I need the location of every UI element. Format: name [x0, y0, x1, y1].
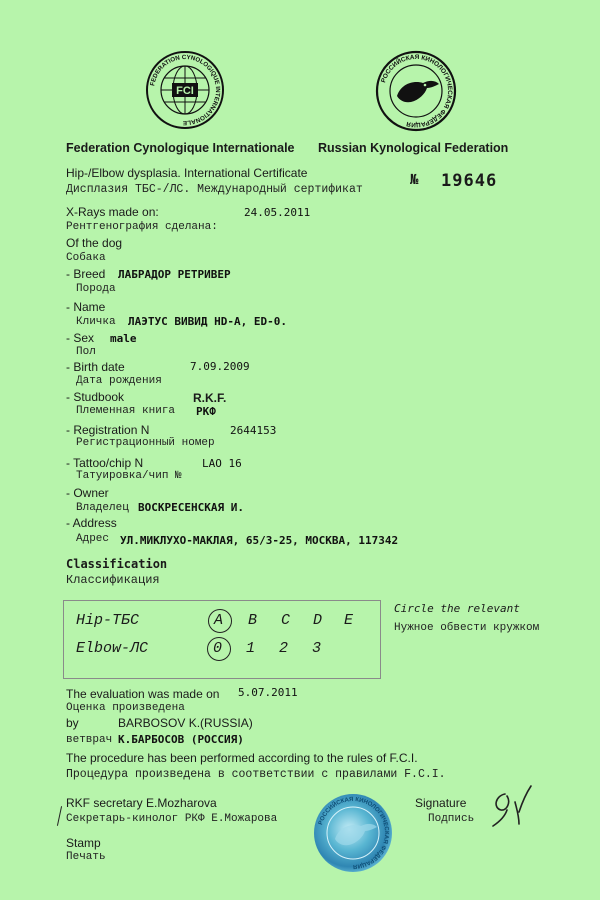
xray-date: 24.05.2011	[244, 206, 311, 219]
certificate-number-label: №	[410, 172, 419, 188]
studbook-value-en: R.K.F.	[193, 391, 227, 405]
hip-grade-e: E	[344, 612, 354, 629]
name-value: ЛАЭТУС ВИВИД HD-A, ED-0.	[128, 315, 287, 328]
tattoo-value: LAO 16	[202, 457, 242, 470]
hip-grade-b: B	[248, 612, 258, 629]
fci-logo	[145, 50, 225, 130]
elbow-grade-0: 0	[213, 640, 223, 657]
evaluation-label-ru: Оценка произведена	[66, 702, 185, 714]
address-label-ru: Адрес	[76, 533, 110, 545]
hip-label: Hip-ТБС	[76, 612, 140, 629]
tattoo-label-en: - Tattoo/chip N	[66, 456, 144, 470]
evaluation-date: 5.07.2011	[238, 686, 298, 699]
circle-note-en: Circle the relevant	[394, 602, 520, 615]
breed-label-en: - Breed	[66, 267, 106, 281]
owner-label-ru: Владелец	[76, 502, 129, 514]
birth-value: 7.09.2009	[190, 360, 250, 373]
hip-grade-c: C	[281, 612, 291, 629]
by-label-ru: ветврач	[66, 734, 113, 746]
owner-label-en: - Owner	[66, 486, 109, 500]
address-value: УЛ.МИКЛУХО-МАКЛАЯ, 65/3-25, МОСКВА, 117342	[120, 534, 399, 547]
hologram-seal	[313, 793, 393, 873]
studbook-value-ru: РКФ	[196, 405, 216, 418]
sex-value: male	[110, 332, 137, 345]
breed-value: ЛАБРАДОР РЕТРИВЕР	[118, 268, 231, 281]
birth-label-en: - Birth date	[66, 360, 125, 374]
by-label-en: by	[66, 716, 79, 730]
sex-label-en: - Sex	[66, 331, 95, 345]
stamp-label-ru: Печать	[66, 851, 106, 863]
registration-label-en: - Registration N	[66, 423, 150, 437]
elbow-grade-1: 1	[246, 640, 256, 657]
stamp-label-en: Stamp	[66, 836, 101, 850]
tattoo-label-ru: Татуировка/чип №	[76, 470, 182, 482]
hip-grade-d: D	[313, 612, 323, 629]
hip-grade-a: A	[214, 612, 224, 629]
certificate-number: 19646	[441, 171, 498, 191]
address-label-en: - Address	[66, 516, 117, 530]
owner-value: ВОСКРЕСЕНСКАЯ И.	[138, 501, 244, 514]
vet-name-en: BARBOSOV K.(RUSSIA)	[118, 716, 253, 730]
xray-label-ru: Рентгенография сделана:	[66, 221, 218, 233]
vet-name-ru: К.БАРБОСОВ (РОССИЯ)	[118, 733, 244, 746]
breed-label-ru: Порода	[76, 283, 116, 295]
circle-note-ru: Нужное обвести кружком	[394, 622, 540, 634]
dog-label-ru: Собака	[66, 252, 106, 264]
registration-label-ru: Регистрационный номер	[76, 437, 215, 449]
registration-value: 2644153	[230, 424, 277, 437]
elbow-selected-circle	[207, 637, 231, 661]
rkf-logo	[375, 50, 457, 132]
sex-label-ru: Пол	[76, 346, 96, 358]
hip-selected-circle	[208, 609, 232, 633]
rkf-logo-ring-text: РОССИЙСКАЯ КИНОЛОГИЧЕСКАЯ ФЕДЕРАЦИЯ	[380, 53, 454, 129]
studbook-label-ru: Племенная книга	[76, 405, 176, 417]
org-rkf-name: Russian Kynological Federation	[318, 141, 509, 155]
name-label-ru: Кличка	[76, 316, 116, 328]
name-label-en: - Name	[66, 300, 106, 314]
handwritten-signature	[485, 782, 535, 832]
certificate-title-ru: Дисплазия ТБС-/ЛС. Международный сертификат	[66, 183, 363, 196]
classification-label-ru: Классификация	[66, 573, 160, 587]
evaluation-label-en: The evaluation was made on	[66, 687, 220, 701]
hologram-ring-text: РОССИЙСКАЯ КИНОЛОГИЧЕСКАЯ ФЕДЕРАЦИЯ	[318, 796, 390, 870]
dog-label-en: Of the dog	[66, 236, 123, 250]
procedure-ru: Процедура произведена в соответствии с правилами F.C.I.	[66, 768, 446, 781]
secretary-signature-stroke	[57, 806, 62, 826]
birth-label-ru: Дата рождения	[76, 375, 162, 387]
signature-label-en: Signature	[415, 796, 467, 810]
xray-label-en: X-Rays made on:	[66, 205, 159, 219]
secretary-ru: Секретарь-кинолог РКФ Е.Можарова	[66, 813, 278, 825]
secretary-en: RKF secretary E.Mozharova	[66, 796, 217, 810]
signature-label-ru: Подпись	[428, 813, 475, 825]
procedure-en: The procedure has been performed according to the rules of F.C.I.	[66, 751, 418, 765]
fci-logo-center: FCI	[176, 85, 194, 97]
elbow-grade-2: 2	[279, 640, 289, 657]
certificate-title-en: Hip-/Elbow dysplasia. International Certificate	[66, 166, 308, 180]
fci-logo-ring-text: FEDERATION CYNOLOGIQUE INTERNATIONALE	[149, 53, 222, 127]
studbook-label-en: - Studbook	[66, 390, 125, 404]
classification-label-en: Classification	[66, 557, 168, 571]
org-fci-name: Federation Cynologique Internationale	[66, 141, 295, 155]
elbow-grade-3: 3	[312, 640, 322, 657]
elbow-label: Elbow-ЛС	[76, 640, 149, 657]
